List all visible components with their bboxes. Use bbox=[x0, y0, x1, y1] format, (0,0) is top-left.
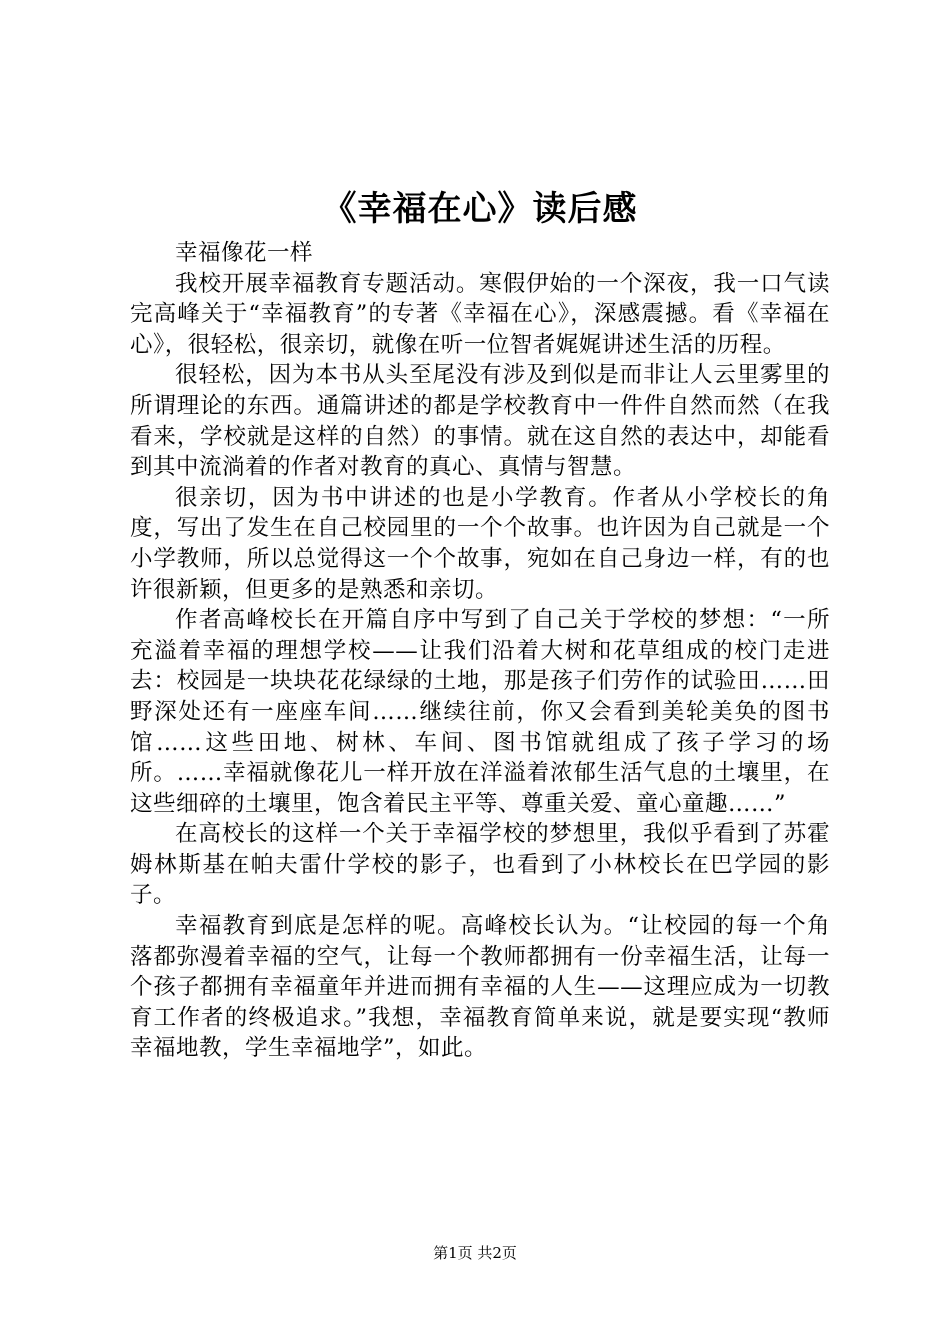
paragraph-3: 很亲切，因为书中讲述的也是小学教育。作者从小学校长的角度，写出了发生在自己校园里的一个个故事。也许因为自己就是一个小学教师，所以总觉得这一个个故事，宛如在自己身边一样，有的也许很新颖，但更多的是熟悉和亲切。 bbox=[130, 484, 830, 603]
page-footer: 第1页 共2页 bbox=[433, 1244, 517, 1262]
paragraph-6: 幸福教育到底是怎样的呢。高峰校长认为。“让校园的每一个角落都弥漫着幸福的空气，让每一个教师都拥有一份幸福生活，让每一个孩子都拥有幸福童年并进而拥有幸福的人生——这理应成为一切教育工作者的终极追求。”我想，幸福教育简单来说，就是要实现“教师幸福地教，学生幸福地学”，如此。 bbox=[130, 913, 830, 1062]
paragraph-2: 很轻松，因为本书从头至尾没有涉及到似是而非让人云里雾里的所谓理论的东西。通篇讲述的都是学校教育中一件件自然而然（在我看来，学校就是这样的自然）的事情。就在这自然的表达中，却能看到其中流淌着的作者对教育的真心、真情与智慧。 bbox=[130, 362, 830, 481]
document-body bbox=[130, 186, 830, 1064]
paragraph-5: 在高校长的这样一个关于幸福学校的梦想里，我似乎看到了苏霍姆林斯基在帕夫雷什学校的影子，也看到了小林校长在巴学园的影子。 bbox=[130, 821, 830, 909]
document-title: 《幸福在心》读后感 bbox=[322, 189, 638, 229]
paragraph-4: 作者高峰校长在开篇自序中写到了自己关于学校的梦想：“一所充溢着幸福的理想学校——让我们沿着大树和花草组成的校门走进去：校园是一块块花花绿绿的土地，那是孩子们劳作的试验田……田野深处还有一座座车间……继续往前，你又会看到美轮美奂的图书馆……这些田地、树林、车间、图书馆就组成了孩子学习的场所。……幸福就像花儿一样开放在洋溢着浓郁生活气息的土壤里，在这些细碎的土壤里，饱含着民主平等、尊重关爱、童心童趣……” bbox=[130, 607, 830, 817]
paragraph-1: 我校开展幸福教育专题活动。寒假伊始的一个深夜，我一口气读完高峰关于“幸福教育”的专著《幸福在心》，深感震撼。看《幸福在心》，很轻松，很亲切，就像在听一位智者娓娓讲述生活的历程。 bbox=[130, 270, 830, 358]
paragraph-subtitle: 幸福像花一样 bbox=[175, 240, 314, 266]
